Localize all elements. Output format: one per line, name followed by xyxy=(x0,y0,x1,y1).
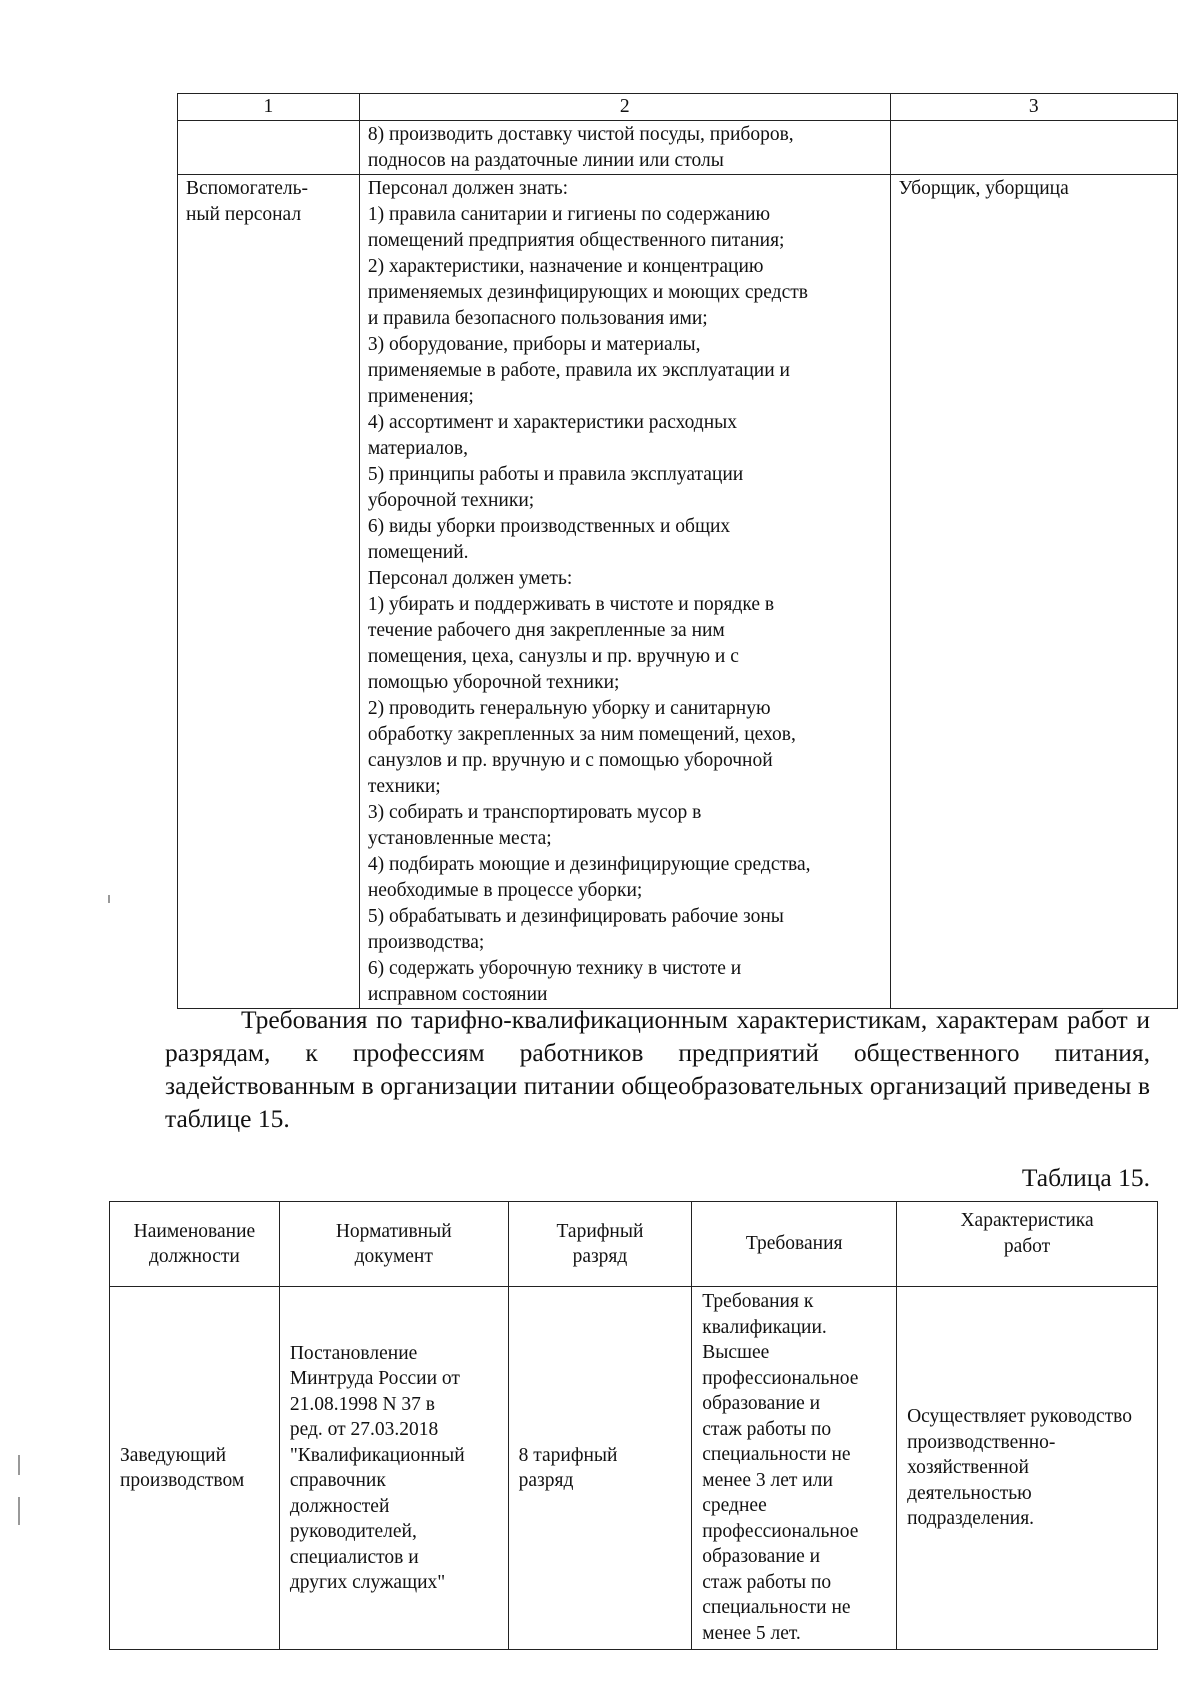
text-line: 1) убирать и поддерживать в чистоте и порядке в xyxy=(367,594,775,615)
positions-cell xyxy=(890,175,1177,1009)
text-line: Нормативный xyxy=(335,1220,452,1242)
cell-text xyxy=(519,1443,682,1494)
header-tariff-grade xyxy=(508,1202,692,1287)
positions-text: Уборщик, уборщица xyxy=(898,178,1069,199)
text-line: производственно- xyxy=(907,1431,1056,1453)
text-line: Минтруда России от xyxy=(289,1368,460,1389)
header-text xyxy=(116,1219,273,1270)
requirements-cell xyxy=(692,1287,897,1650)
text-line: помещения, цеха, санузлы и пр. вручную и с xyxy=(367,646,739,667)
text-line: помещений предприятия общественного питания; xyxy=(367,230,785,251)
text-line: обработку закрепленных за ним помещений, цехов, xyxy=(367,724,796,745)
text-line: должности xyxy=(148,1246,240,1267)
cell-text xyxy=(702,1289,886,1646)
text-line: работ xyxy=(1003,1235,1051,1257)
empty-cell xyxy=(890,121,1177,175)
text-line: "Квалификационный xyxy=(289,1444,465,1466)
text-line: Характеристика xyxy=(960,1210,1094,1231)
text-line: Наименование xyxy=(133,1220,256,1242)
work-characteristics-cell xyxy=(897,1287,1158,1650)
text-line: применения; xyxy=(367,386,474,407)
text-line: помещений. xyxy=(367,542,469,563)
header-normative-doc xyxy=(279,1202,508,1287)
text-line: 21.08.1998 N 37 в xyxy=(289,1393,436,1415)
text-line: производством xyxy=(120,1470,245,1491)
position-name-cell xyxy=(110,1287,280,1650)
table-15 xyxy=(109,1201,1158,1650)
text-line: деятельностью xyxy=(907,1482,1032,1504)
text-line: применяемых дезинфицирующих и моющих средств xyxy=(367,282,808,303)
text-line: справочник xyxy=(289,1470,386,1491)
text-line: образование и xyxy=(702,1393,821,1414)
text-line: специалистов и xyxy=(289,1546,419,1568)
text-line: специальности не xyxy=(702,1444,851,1465)
body-paragraph: Требования по тарифно-квалификационным характеристикам, характерам работ и разрядам, к профессиям работников предприятий общественного питания, задействованным в организации питании общеобразовательных организаций приведены в таблице 15. xyxy=(165,1005,1150,1133)
text-line: 6) виды уборки производственных и общих xyxy=(367,516,731,537)
text-lines xyxy=(368,122,882,174)
text-line: производства; xyxy=(367,932,485,953)
continuation-table xyxy=(177,93,1178,1009)
tariff-grade-cell xyxy=(508,1287,692,1650)
text-line: должностей xyxy=(289,1495,390,1517)
text-line: специальности не xyxy=(702,1597,851,1618)
scan-mark xyxy=(108,895,110,903)
text-line: стаж работы по xyxy=(702,1571,832,1593)
text-line: Осуществляет руководство xyxy=(907,1406,1133,1428)
text-line: документ xyxy=(354,1246,433,1267)
table-header-row xyxy=(110,1202,1158,1287)
text-line: материалов, xyxy=(367,438,468,459)
text-lines xyxy=(186,176,351,228)
text-line: 4) ассортимент и характеристики расходных xyxy=(367,412,738,433)
normative-doc-cell xyxy=(279,1287,508,1650)
text-line: Персонал должен знать: xyxy=(367,178,569,199)
text-line: Заведующий xyxy=(120,1444,227,1466)
header-work-characteristics xyxy=(897,1202,1158,1287)
duties-cell xyxy=(359,121,890,175)
text-line: Высшее xyxy=(702,1342,770,1363)
text-line: санузлов и пр. вручную и с помощью уборочной xyxy=(367,750,773,771)
text-line: образование и xyxy=(702,1546,821,1567)
text-line: 1) правила санитарии и гигиены по содержанию xyxy=(367,204,771,225)
header-text xyxy=(515,1219,686,1270)
table-row xyxy=(178,121,1178,175)
text-line: 4) подбирать моющие и дезинфицирующие средства, xyxy=(367,854,811,875)
table-caption: Таблица 15. xyxy=(1021,1163,1150,1192)
requirements-cell xyxy=(359,175,890,1009)
text-line: 2) проводить генеральную уборку и санитарную xyxy=(367,698,771,719)
text-line: Персонал должен уметь: xyxy=(367,568,573,589)
text-line: 8 тарифный xyxy=(518,1444,618,1466)
text-line: стаж работы по xyxy=(702,1418,832,1440)
text-line: хозяйственной xyxy=(907,1457,1029,1479)
text-line: разряд xyxy=(518,1470,574,1491)
text-line: Постановление xyxy=(289,1342,418,1364)
text-lines xyxy=(368,176,882,1008)
text-line: Требования к xyxy=(702,1291,814,1312)
text-line: применяемые в работе, правила их эксплуатации и xyxy=(367,360,790,381)
cell-text xyxy=(120,1443,269,1494)
staff-category-cell xyxy=(178,175,360,1009)
text-line: уборочной техники; xyxy=(367,490,535,511)
header-text xyxy=(903,1208,1151,1259)
text-line: подносов на раздаточные линии или столы xyxy=(367,150,724,171)
column-number-3: 3 xyxy=(890,94,1177,121)
text-line: установленные места; xyxy=(367,828,552,849)
scan-mark xyxy=(18,1497,20,1525)
text-line: менее 5 лет. xyxy=(702,1622,801,1644)
text-line: разряд xyxy=(572,1246,628,1267)
header-position-name xyxy=(110,1202,280,1287)
text-line: других служащих" xyxy=(289,1572,446,1593)
text-line: руководителей, xyxy=(289,1521,417,1542)
table-row xyxy=(178,175,1178,1009)
text-line: среднее xyxy=(702,1495,767,1516)
column-number-2: 2 xyxy=(359,94,890,121)
text-line: 3) оборудование, приборы и материалы, xyxy=(367,334,701,355)
text-line: 3) собирать и транспортировать мусор в xyxy=(367,802,702,823)
text-line: и правила безопасного пользования ими; xyxy=(367,308,708,329)
text-line: профессиональное xyxy=(702,1367,859,1389)
text-line: исправном состоянии xyxy=(367,984,548,1005)
text-line: 5) обрабатывать и дезинфицировать рабочие зоны xyxy=(367,906,784,927)
empty-cell xyxy=(178,121,360,175)
text-line: Вспомогатель- xyxy=(186,178,309,199)
text-line: техники; xyxy=(367,776,441,797)
column-number-1: 1 xyxy=(178,94,360,121)
cell-text xyxy=(907,1404,1147,1532)
table-row xyxy=(110,1287,1158,1650)
scan-mark xyxy=(18,1455,20,1475)
header-text: Требования xyxy=(745,1233,843,1255)
text-line: подразделения. xyxy=(907,1508,1035,1530)
text-line: 5) принципы работы и правила эксплуатации xyxy=(367,464,744,485)
text-line: течение рабочего дня закрепленные за ним xyxy=(367,620,725,641)
text-line: помощью уборочной техники; xyxy=(367,672,620,693)
cell-text xyxy=(290,1341,498,1596)
text-line: необходимые в процессе уборки; xyxy=(367,880,643,901)
text-line: ред. от 27.03.2018 xyxy=(289,1419,439,1440)
text-line: Тарифный xyxy=(556,1220,644,1242)
text-line: профессиональное xyxy=(702,1520,859,1542)
text-line: ный персонал xyxy=(186,204,302,225)
header-text xyxy=(286,1219,502,1270)
column-number-row xyxy=(178,94,1178,121)
text-line: квалификации. xyxy=(702,1316,827,1338)
header-requirements xyxy=(692,1202,897,1287)
text-line: менее 3 лет или xyxy=(702,1469,833,1491)
text-line: 2) характеристики, назначение и концентрацию xyxy=(367,256,764,277)
text-line: 8) производить доставку чистой посуды, приборов, xyxy=(367,124,794,145)
text-line: 6) содержать уборочную технику в чистоте и xyxy=(367,958,742,979)
